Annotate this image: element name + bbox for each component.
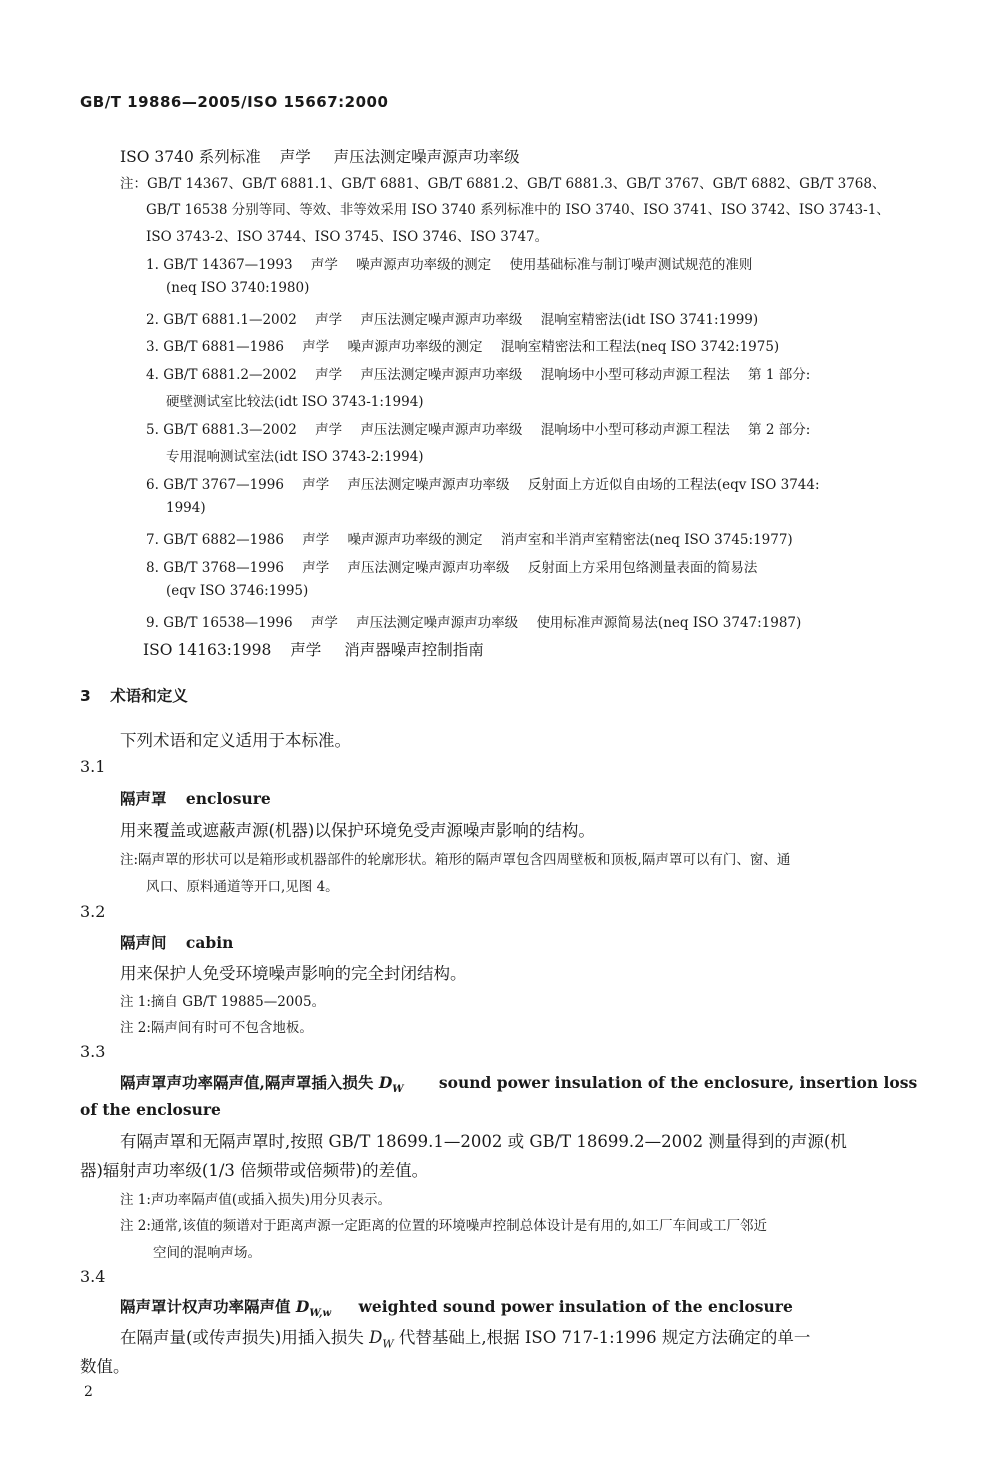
item-number: 1. [146, 257, 159, 273]
item-number: 3. [146, 339, 159, 355]
list-item-cont: (eqv ISO 3746:1995) [166, 583, 309, 599]
note-intro-line2: GB/T 16538 分别等同、等效、非等效采用 ISO 3740 系列标准中的 ISO 3740、ISO 3741、ISO 3742、ISO 3743-1、 [146, 202, 890, 218]
list-item [146, 611, 801, 631]
term-zh: 隔声间 [120, 933, 167, 952]
page-number: 2 [84, 1384, 93, 1400]
item-title2: 反射面上方近似自由场的工程法(eqv ISO 3744: [527, 477, 820, 493]
item-title2: 消声室和半消声室精密法(neq ISO 3745:1977) [500, 532, 793, 548]
term-zh: 隔声罩 [120, 789, 167, 808]
list-item-cont: 硬壁测试室比较法(idt ISO 3743-1:1994) [166, 394, 424, 410]
item-number: 2. [146, 312, 159, 328]
section-number: 3 [80, 687, 91, 705]
definition: 用来保护人免受环境噪声影响的完全封闭结构。 [120, 964, 467, 983]
item-number: 4. [146, 367, 159, 383]
item-title: 声压法测定噪声源声功率级 [360, 422, 523, 438]
symbol: $D_{W,w}$ [295, 1297, 332, 1320]
item-title: 声压法测定噪声源声功率级 [347, 560, 510, 576]
definition: 在隔声量(或传声损失)用插入损失 $D_W$ 代替基础上,根据 ISO 717-1:1996 规定方法确定的单一 [120, 1328, 811, 1351]
item-title2: 混响室精密法(idt ISO 3741:1999) [540, 312, 759, 328]
iso14163-line [143, 638, 484, 660]
item-number: 7. [146, 532, 159, 548]
list-item [146, 528, 793, 548]
iso3740-topic: 声学 [279, 148, 311, 166]
iso3740-code: ISO 3740 系列标准 [120, 148, 261, 166]
note-cont: 空间的混响声场。 [153, 1245, 261, 1261]
item-title2: 混响场中小型可移动声源工程法 [540, 422, 730, 438]
item-title2: 反射面上方采用包络测量表面的简易法 [527, 560, 758, 576]
term-heading [120, 1071, 917, 1095]
item-number: 8. [146, 560, 159, 576]
item-code: GB/T 3767—1996 [163, 477, 284, 493]
item-topic: 声学 [310, 615, 338, 631]
item-code: GB/T 6881.1—2002 [163, 312, 297, 328]
list-item [146, 253, 752, 273]
clause-number: 3.2 [80, 902, 106, 921]
section-heading [80, 684, 188, 706]
term-heading [120, 787, 271, 809]
list-item [146, 473, 820, 493]
item-topic: 声学 [315, 312, 343, 328]
note-intro-line3: ISO 3743-2、ISO 3744、ISO 3745、ISO 3746、ISO 3747。 [146, 229, 549, 245]
term-en-cont: of the enclosure [80, 1100, 221, 1119]
item-topic: 声学 [302, 339, 330, 355]
item-title: 噪声源声功率级的测定 [347, 339, 483, 355]
note-intro-line1: 注：GB/T 14367、GB/T 6881.1、GB/T 6881、GB/T 6881.2、GB/T 6881.3、GB/T 3767、GB/T 6882、GB/T 3768、 [120, 176, 886, 192]
item-title: 声压法测定噪声源声功率级 [347, 477, 510, 493]
item-code: GB/T 6881.2—2002 [163, 367, 297, 383]
item-number: 6. [146, 477, 159, 493]
item-topic: 声学 [302, 477, 330, 493]
term-en: weighted sound power insulation of the enclosure [358, 1297, 793, 1316]
item-topic: 声学 [315, 367, 343, 383]
item-number: 5. [146, 422, 159, 438]
item-number: 9. [146, 615, 159, 631]
item-code: GB/T 6881.3—2002 [163, 422, 297, 438]
item-title2: 使用标准声源简易法(neq ISO 3747:1987) [536, 615, 802, 631]
note: 注 2:通常,该值的频谱对于距离声源一定距离的位置的环境噪声控制总体设计是有用的,如工厂车间或工厂邻近 [120, 1218, 768, 1234]
iso14163-title: 消声器噪声控制指南 [344, 641, 484, 659]
item-part: 第 2 部分: [748, 422, 811, 438]
section-intro: 下列术语和定义适用于本标准。 [120, 731, 351, 750]
symbol: $D_W$ [369, 1328, 394, 1351]
iso14163-topic: 声学 [290, 641, 322, 659]
definition-cont: 器)辐射声功率级(1/3 倍频带或倍频带)的差值。 [80, 1161, 429, 1180]
iso3740-line [120, 145, 520, 167]
term-zh: 隔声罩声功率隔声值,隔声罩插入损失 [120, 1073, 374, 1092]
symbol: $D_W$ [378, 1073, 404, 1096]
item-part: 第 1 部分: [748, 367, 811, 383]
item-code: GB/T 6881—1986 [163, 339, 284, 355]
iso3740-title: 声压法测定噪声源声功率级 [333, 148, 520, 166]
item-title: 声压法测定噪声源声功率级 [360, 367, 523, 383]
item-topic: 声学 [302, 560, 330, 576]
list-item [146, 363, 810, 383]
list-item-cont: (neq ISO 3740:1980) [166, 280, 310, 296]
item-code: GB/T 14367—1993 [163, 257, 293, 273]
definition: 用来覆盖或遮蔽声源(机器)以保护环境免受声源噪声影响的结构。 [120, 821, 595, 840]
list-item [146, 418, 810, 438]
iso14163-code: ISO 14163:1998 [143, 641, 272, 659]
note: 注 1:摘自 GB/T 19885—2005。 [120, 994, 326, 1010]
clause-number: 3.1 [80, 757, 106, 776]
item-title: 噪声源声功率级的测定 [347, 532, 483, 548]
item-title: 声压法测定噪声源声功率级 [356, 615, 519, 631]
item-code: GB/T 3768—1996 [163, 560, 284, 576]
list-item-cont: 专用混响测试室法(idt ISO 3743-2:1994) [166, 449, 424, 465]
term-en: cabin [185, 933, 234, 952]
item-title: 声压法测定噪声源声功率级 [360, 312, 523, 328]
list-item [146, 556, 757, 576]
item-title2: 混响室精密法和工程法(neq ISO 3742:1975) [500, 339, 780, 355]
clause-number: 3.4 [80, 1267, 106, 1286]
note: 注 2:隔声间有时可不包含地板。 [120, 1020, 313, 1036]
definition-cont: 数值。 [80, 1357, 130, 1376]
note-cont: 风口、原料通道等开口,见图 4。 [146, 879, 339, 895]
definition: 有隔声罩和无隔声罩时,按照 GB/T 18699.1—2002 或 GB/T 18699.2—2002 测量得到的声源(机 [120, 1132, 847, 1151]
term-en: sound power insulation of the enclosure, insertion loss [438, 1073, 918, 1092]
term-en: enclosure [185, 789, 271, 808]
item-topic: 声学 [315, 422, 343, 438]
term-heading [120, 1295, 793, 1319]
section-title: 术语和定义 [110, 687, 188, 705]
list-item [146, 335, 779, 355]
item-code: GB/T 16538—1996 [163, 615, 293, 631]
standard-header: GB/T 19886—2005/ISO 15667:2000 [80, 93, 389, 111]
term-zh: 隔声罩计权声功率隔声值 [120, 1297, 291, 1316]
item-title2: 使用基础标准与制订噪声测试规范的准则 [509, 257, 753, 273]
clause-number: 3.3 [80, 1042, 106, 1061]
note: 注:隔声罩的形状可以是箱形或机器部件的轮廓形状。箱形的隔声罩包含四周壁板和顶板,隔声罩可以有门、窗、通 [120, 852, 791, 868]
term-heading [120, 931, 233, 953]
item-topic: 声学 [302, 532, 330, 548]
list-item-cont: 1994) [166, 500, 206, 516]
note: 注 1:声功率隔声值(或插入损失)用分贝表示。 [120, 1192, 391, 1208]
item-code: GB/T 6882—1986 [163, 532, 284, 548]
item-topic: 声学 [310, 257, 338, 273]
item-title: 噪声源声功率级的测定 [356, 257, 492, 273]
item-title2: 混响场中小型可移动声源工程法 [540, 367, 730, 383]
list-item [146, 308, 758, 328]
